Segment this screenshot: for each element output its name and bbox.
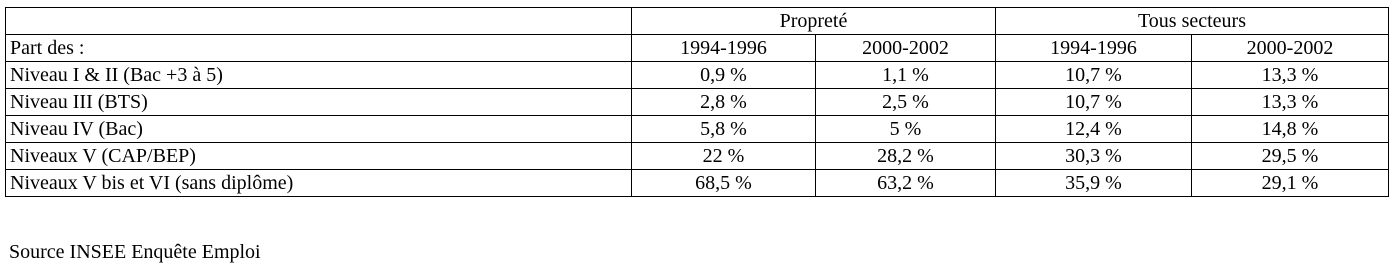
- education-share-table: [5, 7, 1389, 197]
- empty-corner-cell: [6, 8, 632, 35]
- period-header-row: [6, 35, 1389, 62]
- table-cell: 29,1 %: [1192, 170, 1389, 197]
- table-cell: 2,5 %: [816, 89, 996, 116]
- row-label: Niveaux V (CAP/BEP): [6, 143, 632, 170]
- source-note: Source INSEE Enquête Emploi: [9, 241, 261, 263]
- table-cell: 12,4 %: [996, 116, 1192, 143]
- table-cell: 0,9 %: [632, 62, 816, 89]
- period-header: 2000-2002: [1192, 35, 1389, 62]
- table-cell: 29,5 %: [1192, 143, 1389, 170]
- table-cell: 22 %: [632, 143, 816, 170]
- table-cell: 68,5 %: [632, 170, 816, 197]
- table-cell: 10,7 %: [996, 62, 1192, 89]
- table-cell: 14,8 %: [1192, 116, 1389, 143]
- table-cell: 63,2 %: [816, 170, 996, 197]
- table-row: [6, 116, 1389, 143]
- row-label: Niveaux V bis et VI (sans diplôme): [6, 170, 632, 197]
- table-cell: 2,8 %: [632, 89, 816, 116]
- table-row: [6, 62, 1389, 89]
- table-cell: 5 %: [816, 116, 996, 143]
- table-row: [6, 170, 1389, 197]
- table-cell: 5,8 %: [632, 116, 816, 143]
- table-cell: 13,3 %: [1192, 62, 1389, 89]
- row-label: Niveau III (BTS): [6, 89, 632, 116]
- group-header-proprete: Propreté: [632, 8, 996, 35]
- table-row: [6, 89, 1389, 116]
- period-header: 2000-2002: [816, 35, 996, 62]
- group-header-row: [6, 8, 1389, 35]
- row-header-label: Part des :: [6, 35, 632, 62]
- table-row: [6, 143, 1389, 170]
- table-cell: 30,3 %: [996, 143, 1192, 170]
- table-cell: 1,1 %: [816, 62, 996, 89]
- table-cell: 10,7 %: [996, 89, 1192, 116]
- period-header: 1994-1996: [632, 35, 816, 62]
- table-cell: 13,3 %: [1192, 89, 1389, 116]
- table-cell: 35,9 %: [996, 170, 1192, 197]
- row-label: Niveau I & II (Bac +3 à 5): [6, 62, 632, 89]
- period-header: 1994-1996: [996, 35, 1192, 62]
- table-cell: 28,2 %: [816, 143, 996, 170]
- row-label: Niveau IV (Bac): [6, 116, 632, 143]
- group-header-tous-secteurs: Tous secteurs: [996, 8, 1389, 35]
